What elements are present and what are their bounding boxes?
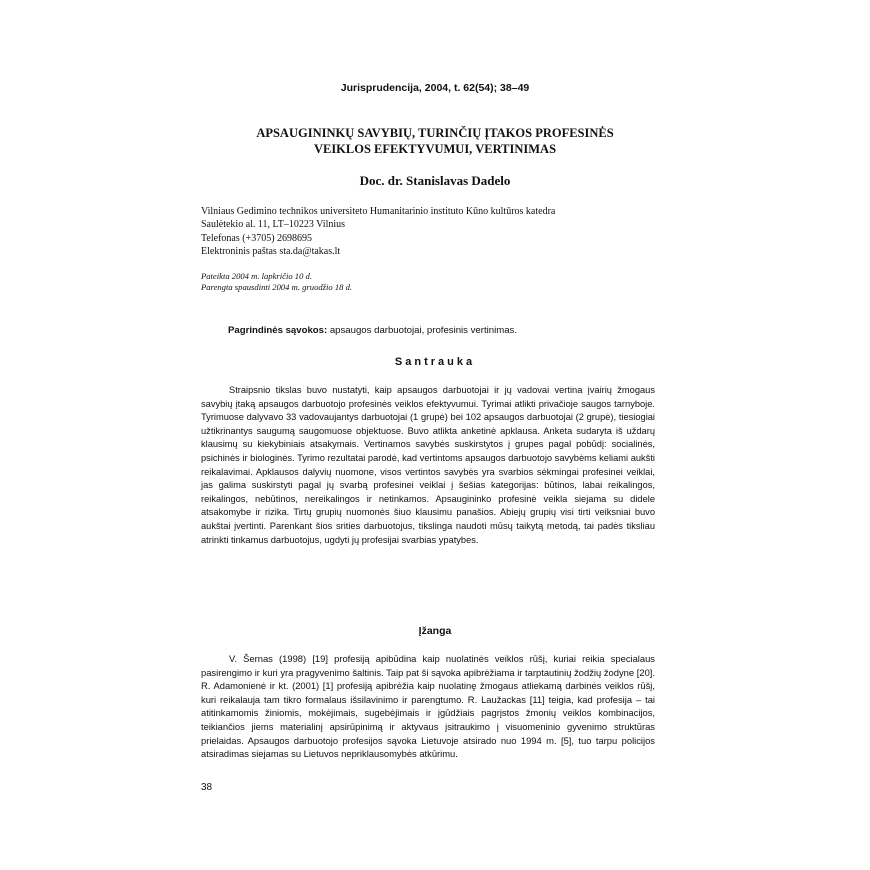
summary-heading: Santrauka <box>394 356 476 368</box>
keywords-label: Pagrindinės sąvokos: <box>228 325 328 336</box>
page-number: 38 <box>201 782 213 793</box>
affiliation-line: Elektroninis paštas sta.da@takas.lt <box>201 246 341 258</box>
author-affiliation <box>201 205 555 259</box>
journal-citation: Jurisprudencija, 2004, t. 62(54); 38–49 <box>340 82 530 94</box>
keywords <box>228 325 517 336</box>
submission-dates <box>201 271 352 293</box>
title-line-1: APSAUGININKŲ SAVYBIŲ, TURINČIŲ ĮTAKOS PROFESINĖS <box>256 126 614 140</box>
intro-paragraph: V. Šernas (1998) [19] profesiją apibūdina kaip nuolatinės veiklos rūšį, kuriai reikia specialaus pasirengimo ir kuri yra pragyvenimo šaltinis. Taip pat ši sąvoka apibrėžiama ir tarptautinių žodžių žodyne [20]. R. Adamonienė ir kt. (2001) [1] profesiją apibrėžia kaip nuolatinę žmogaus atliekamą darbinės veiklos rūšį, kuri reikalauja tam tikro formalaus išsilavinimo ir parengtumo. R. Laužackas [11] teigia, kad profesija – tai atitinkamomis žiniomis, mokėjimais, sugebėjimais ir įgūdžiais pagrįstos žmonių veiklos kombinacijos, teikiančios jiems materialinį apsirūpinimą ir aktyvaus įsitraukimo į visuomeninio gyvenimo struktūras prielaidas. Apsaugos darbuotojo profesijos sąvoka Lietuvoje atsirado nuo 1994 m. [5], tuo tarpu policijos atsiradimas siejamas su Lietuvos nepriklausomybės atkūrimu. <box>201 653 655 760</box>
affiliation-line: Vilniaus Gedimino technikos universiteto Humanitarinio instituto Kūno kultūros katedra <box>201 206 556 217</box>
author-name: Doc. dr. Stanislavas Dadelo <box>359 173 511 188</box>
title-line-2: VEIKLOS EFEKTYVUMUI, VERTINIMAS <box>313 142 557 156</box>
keywords-text: apsaugos darbuotojai, profesinis vertinimas. <box>327 325 518 336</box>
date-accepted: Parengta spausdinti 2004 m. gruodžio 18 d. <box>201 282 353 293</box>
date-submitted: Pateikta 2004 m. lapkričio 10 d. <box>201 271 312 281</box>
affiliation-line: Saulėtekio al. 11, LT–10223 Vilnius <box>201 219 346 231</box>
abstract-paragraph: Straipsnio tikslas buvo nustatyti, kaip apsaugos darbuotojai ir jų vadovai vertina įvairių žmogaus savybių įtaką apsaugos darbuotojo profesinės veiklos efektyvumui. Tyrimai atlikti privačioje saugos tarnyboje. Tyrimuose dalyvavo 33 vadovaujantys darbuotojai (1 grupė) bei 102 apsaugos darbuotojai (2 grupė), tiesiogiai užtikrinantys saugumą saugomuose objektuose. Buvo atlikta anketinė apklausa. Anketa sudaryta iš uždarų klausimų su kiekybiniais atsakymais. Vertinamos savybės suskirstytos į grupes pagal pobūdį: socialinės, psichinės ir biologinės. Tyrimo rezultatai parodė, kad vertintoms apsaugos darbuotojo savybėms keliami aukšti reikalavimai. Apklausos dalyvių nuomone, visos vertintos savybės yra svarbios sėkmingai profesinei veiklai, jas galima suskirstyti pagal jų svarbą profesinei veiklai į šešias kategorijas: būtinos, labai reikalingos, reikalingos, nebūtinos, nereikalingos ir netinkamos. Apsaugininko profesinė veikla siejama su didele atsakomybe ir rizika. Tirtų grupių nuomonės šiuo klausimu panašios. Abiejų grupių visi tirti veiksniai buvo aukštai įvertinti. Parenkant šios srities darbuotojus, tikslinga naudoti mūsų taikytą metodą, tai padės tiksliau atrinkti tinkamus darbuotojus, ugdyti jų profesijai svarbias ypatybes. <box>201 385 655 545</box>
affiliation-line: Telefonas (+3705) 2698695 <box>201 232 313 244</box>
article-title <box>0 125 870 157</box>
intro-heading: Įžanga <box>418 625 452 637</box>
